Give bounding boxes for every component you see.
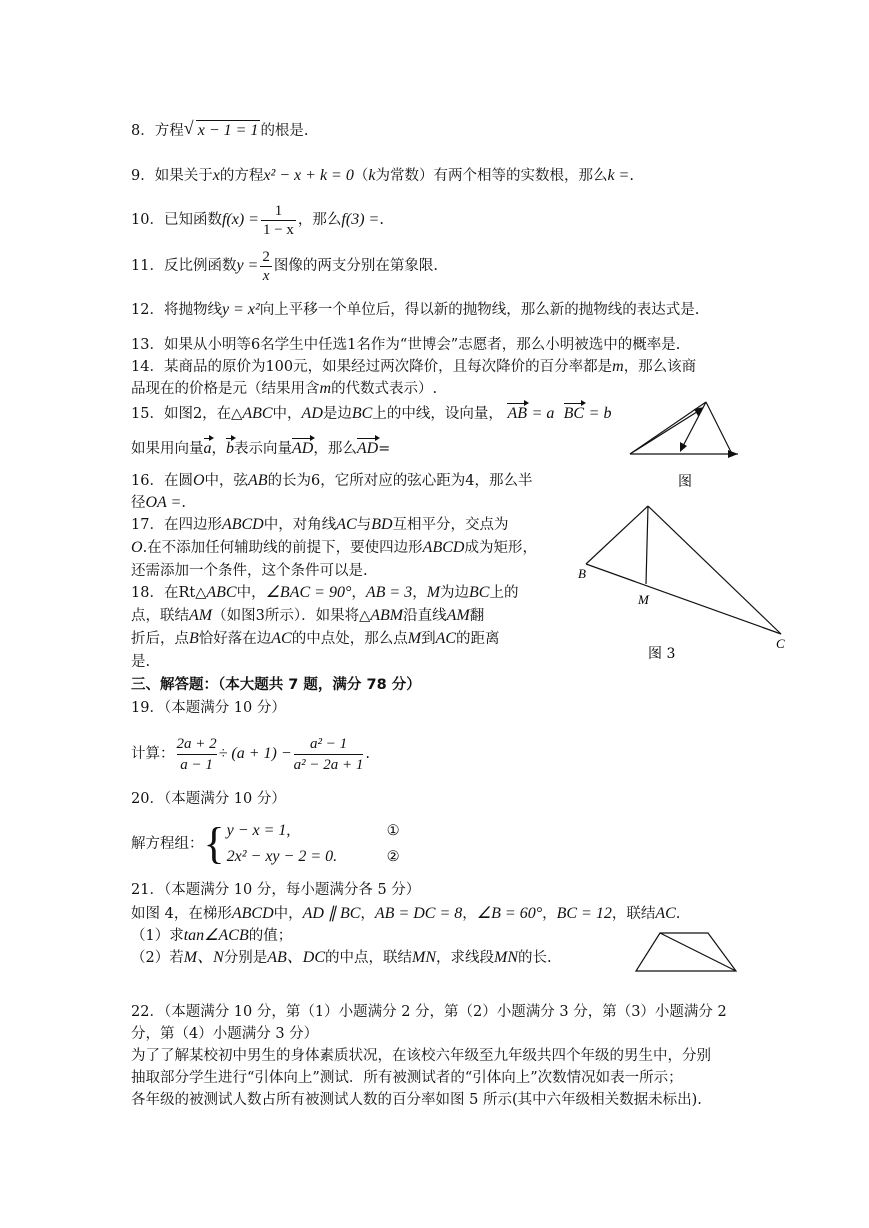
q21-mn-2: MN xyxy=(494,949,519,966)
q18-l3e: 的距离 xyxy=(456,631,500,647)
q9-equation: x² − x + k = 0 xyxy=(263,167,354,184)
figure-2-triangle xyxy=(620,398,750,488)
vector-a: a xyxy=(204,436,212,459)
q15-eq-b: = b xyxy=(588,405,612,422)
q10-denominator: 1 − x xyxy=(262,221,294,238)
fig2-side-ac xyxy=(706,402,732,454)
question-17-line2 xyxy=(131,538,537,558)
q20-lead: 解方程组： xyxy=(131,836,204,852)
q19-end: . xyxy=(365,746,371,762)
question-17-line1 xyxy=(131,515,509,535)
q18-angle: ∠BAC = 90° xyxy=(265,584,352,601)
q21-p1b: 的值； xyxy=(248,928,293,944)
q19-mid: ÷ (a + 1) − xyxy=(218,745,292,762)
q21-l1f: ，联结 xyxy=(611,906,656,922)
q17-l2c: 成为矩形， xyxy=(464,540,537,556)
question-15-line2 xyxy=(131,436,390,459)
q18-ac: AC xyxy=(271,630,292,647)
figure-4-trapezoid xyxy=(632,928,744,976)
question-21-part1 xyxy=(131,926,292,946)
q21-l1a: 如图 4，在梯形 xyxy=(131,906,232,922)
q15-bc: BC xyxy=(351,405,373,422)
question-19-body xyxy=(131,732,370,776)
q19-lead: 计算： xyxy=(131,746,175,762)
q14-m-2: m xyxy=(319,380,332,397)
q19-fraction-2 xyxy=(294,734,364,775)
q10-fraction xyxy=(261,202,296,239)
q18-ac-2: AC xyxy=(435,630,457,647)
q8-number: 8．方程 xyxy=(131,123,184,139)
question-21-header: 21．（本题满分 10 分，每小题满分各 5 分） xyxy=(131,882,421,898)
q21-cond2: AB = DC = 8 xyxy=(374,905,463,922)
q19-num1: 2a + 2 xyxy=(177,734,217,755)
q21-mn: MN xyxy=(412,949,437,966)
question-12 xyxy=(131,300,699,320)
q11-number: 11．反比例函数 xyxy=(131,258,237,274)
q14-line2a: 品现在的价格是元（结果用含 xyxy=(131,381,320,397)
q18-am-2: AM xyxy=(446,607,470,624)
q16-l2a: 径 xyxy=(131,495,146,511)
q19-den2: a² − 2a + 1 xyxy=(293,756,364,773)
question-11 xyxy=(131,246,438,286)
q15-l2a: 如果用向量 xyxy=(131,441,204,457)
q18-bc: BC xyxy=(469,584,490,601)
question-22-line5: 各年级的被测试人数占所有被测试人数的百分率如图 5 所示(其中六年级相关数据未标出). xyxy=(131,1092,702,1108)
q21-abdc: AB、DC xyxy=(267,949,326,966)
q17-bd: BD xyxy=(371,516,393,533)
q21-cond1: AD ∥ BC xyxy=(302,905,361,922)
fig2-caption: 图 xyxy=(678,474,692,488)
q16-l1b: 中，弦 xyxy=(204,473,249,489)
q21-l1d: ， xyxy=(462,906,477,922)
q15-l2c: 表示向量 xyxy=(234,441,292,457)
q9-k: k xyxy=(368,167,376,184)
q21-p1a: （1）求 xyxy=(131,928,184,944)
vector-bc: BC xyxy=(564,401,584,424)
q11-numerator: 2 xyxy=(262,248,270,265)
fig3-segment-am xyxy=(646,506,648,584)
q12-number: 12．将抛物线 xyxy=(131,302,222,318)
q9-answer: k = xyxy=(607,167,630,184)
q17-l1c: 与 xyxy=(356,517,372,533)
fig3-side-ab xyxy=(586,506,648,564)
q17-o: O xyxy=(131,539,143,556)
q18-am: AM xyxy=(189,607,213,624)
q12-tail: 向上平移一个单位后，得以新的抛物线，那么新的抛物线的表达式是. xyxy=(259,302,700,318)
q8-expr: x − 1 = 1 xyxy=(197,122,259,139)
question-22-line4: 抽取部分学生进行“引体向上”测试．所有被测试者的“引体向上”次数情况如表一所示； xyxy=(131,1070,683,1086)
fig4-diagonal-ac xyxy=(660,933,736,971)
q19-num2: a² − 1 xyxy=(294,734,364,755)
question-9 xyxy=(131,166,634,186)
fig2-arrow-bc xyxy=(728,450,738,458)
q21-p2e: 的长. xyxy=(518,950,552,966)
q9-number: 9．如果关于 xyxy=(131,168,213,184)
section-3-title: 三、解答题：（本大题共 7 题，满分 78 分） xyxy=(131,677,421,693)
q17-abcd: ABCD xyxy=(221,516,264,533)
fig2-vector-ab xyxy=(630,410,700,454)
q18-abc: ABC xyxy=(206,584,237,601)
q21-p2d: ，求线段 xyxy=(436,950,495,966)
q11-y: y = xyxy=(236,257,259,274)
question-18-line2 xyxy=(131,606,484,626)
q15-abc: ABC xyxy=(242,405,273,422)
question-22-line2: 分，第（4）小题满分 3 分） xyxy=(131,1026,319,1042)
q18-l1c: ， xyxy=(351,585,366,601)
q18-l1b: 中， xyxy=(236,585,266,601)
q18-l3c: 的中点处，那么点 xyxy=(291,631,408,647)
q11-tail: 图像的两支分别在第象限. xyxy=(273,258,438,274)
question-19-header: 19．（本题满分 10 分） xyxy=(131,700,286,716)
q18-l3a: 折后，点 xyxy=(131,631,189,647)
q18-l1a: 18．在Rt△ xyxy=(131,585,207,601)
q21-p2b: 分别是 xyxy=(223,950,268,966)
q18-l3d: 到 xyxy=(421,631,436,647)
q9-end: . xyxy=(629,168,634,184)
q16-end: . xyxy=(181,495,186,511)
fig3-label-b: B xyxy=(578,566,586,581)
q9-x: x xyxy=(212,167,220,184)
q17-ac: AC xyxy=(336,516,357,533)
figure-3-triangle xyxy=(576,496,796,661)
question-20-header: 20．（本题满分 10 分） xyxy=(131,791,286,807)
q21-p2c: 的中点，联结 xyxy=(325,950,413,966)
equation-brace: { xyxy=(203,819,225,868)
fig3-side-bc xyxy=(586,564,781,634)
q21-abcd: ABCD xyxy=(231,905,274,922)
q18-l1d: ， xyxy=(412,585,427,601)
q11-fraction xyxy=(260,248,272,285)
q14-line1a: 14．某商品的原价为100元，如果经过两次降价，且每次降价的百分率都是 xyxy=(131,359,613,375)
question-22-line1: 22．（本题满分 10 分，第（1）小题满分 2 分，第（2）小题满分 3 分，第（3）小题满分 2 xyxy=(131,1004,727,1020)
question-17-line3: 还需添加一个条件，这个条件可以是. xyxy=(131,563,368,579)
q17-l1d: 互相平分，交点为 xyxy=(392,517,509,533)
q15-l2b: ， xyxy=(211,441,226,457)
q15-l1c: 是边 xyxy=(322,406,352,422)
q14-line2b: 的代数式表示）. xyxy=(331,381,438,397)
question-15-line1 xyxy=(131,401,611,424)
q10-f3: f(3) = xyxy=(341,211,380,228)
q21-ac: AC xyxy=(655,905,676,922)
q21-cond4: BC = 12 xyxy=(556,905,612,922)
q15-l2d: ，那么 xyxy=(313,441,357,457)
q21-l1e: ， xyxy=(542,906,557,922)
q20-eq2: 2x² − xy − 2 = 0. xyxy=(226,848,338,865)
question-21-part2 xyxy=(131,948,552,968)
fig4-trapezoid-outline xyxy=(636,933,736,971)
question-14-line2 xyxy=(131,379,437,399)
q21-p2a: （2）若 xyxy=(131,950,184,966)
q17-l1a: 17．在四边形 xyxy=(131,517,222,533)
q9-const: 为常数）有两个相等的实数根，那么 xyxy=(375,168,608,184)
vector-b: b xyxy=(226,436,234,459)
vector-ad: AD xyxy=(292,436,313,459)
q21-l1g: . xyxy=(675,906,681,922)
q21-tan: tan∠ACB xyxy=(183,927,249,944)
q18-m: M xyxy=(426,584,441,601)
q18-ab3: AB = 3 xyxy=(365,584,413,601)
fig3-label-c: C xyxy=(776,636,785,651)
question-16-line2 xyxy=(131,493,186,513)
q15-l1a: 15．如图2，在△ xyxy=(131,406,243,422)
q21-cond3: ∠B = 60° xyxy=(476,905,543,922)
question-21-line1 xyxy=(131,904,680,924)
question-10 xyxy=(131,200,384,240)
q18-b: B xyxy=(189,630,199,647)
question-14-line1 xyxy=(131,357,696,377)
q16-ab: AB xyxy=(248,472,268,489)
q10-numerator: 1 xyxy=(261,202,296,221)
q15-l1d: 上的中线，设向量， xyxy=(372,406,503,422)
q15-ad: AD xyxy=(301,405,323,422)
q20-circled-1: ① xyxy=(386,823,400,839)
q18-l1f: 上的 xyxy=(489,585,519,601)
q18-abm: ABM xyxy=(370,607,404,624)
question-16-line1 xyxy=(131,471,533,491)
q17-abcd-2: ABCD xyxy=(422,539,465,556)
question-18-line3 xyxy=(131,629,500,649)
q17-l2b: .在不添加任何辅助线的前提下，要使四边形 xyxy=(142,540,423,556)
fig3-label-m: M xyxy=(638,592,649,607)
q16-l1a: 16．在圆 xyxy=(131,473,193,489)
q18-l2b: （如图3所示）．如果将△ xyxy=(212,608,371,624)
question-22-line3: 为了了解某校初中男生的身体素质状况，在该校六年级至九年级共四个年级的男生中，分别 xyxy=(131,1048,711,1064)
q10-fx: f(x) = xyxy=(221,211,259,228)
q18-m-2: M xyxy=(407,630,422,647)
q16-o: O xyxy=(192,472,205,489)
q9-paren: （ xyxy=(353,168,369,184)
q14-line1b: ，那么该商 xyxy=(623,359,697,375)
question-18-line4: 是. xyxy=(131,654,151,670)
q20-circled-2: ② xyxy=(386,849,400,865)
question-18-line1 xyxy=(131,583,518,603)
vector-ad-2: AD xyxy=(357,436,378,459)
q15-l2e: = xyxy=(378,441,391,457)
question-20-body xyxy=(131,818,400,870)
question-8 xyxy=(131,120,309,141)
q15-eq-a: = a xyxy=(531,405,555,422)
q19-den1: a − 1 xyxy=(180,756,213,773)
q10-number: 10．已知函数 xyxy=(131,212,222,228)
q18-l3b: 恰好落在边 xyxy=(198,631,272,647)
q10-end: . xyxy=(379,212,384,228)
q11-denominator: x xyxy=(262,267,270,284)
q21-l1c: ， xyxy=(360,906,375,922)
q18-l2d: 翻 xyxy=(469,608,485,624)
q16-l1c: 的长为6，它所对应的弦心距为4，那么半 xyxy=(267,473,533,489)
q8-tail: 的根是. xyxy=(260,123,309,139)
fig3-side-ac xyxy=(648,506,781,634)
fig2-median-ad xyxy=(682,402,706,448)
q19-fraction-1 xyxy=(177,734,217,775)
q14-m: m xyxy=(612,358,624,375)
q12-equation: y = x² xyxy=(221,301,260,318)
q15-l1b: 中， xyxy=(272,406,302,422)
q18-l1e: 为边 xyxy=(440,585,470,601)
fig3-caption: 图 3 xyxy=(648,646,676,661)
fig2-arrow-ad xyxy=(680,442,687,452)
q18-l2a: 点，联结 xyxy=(131,608,189,624)
question-13: 13．如果从小明等6名学生中任选1名作为“世博会”志愿者，那么小明被选中的概率是. xyxy=(131,337,681,353)
q17-l1b: 中，对角线 xyxy=(263,517,337,533)
vector-ab: AB xyxy=(507,401,527,424)
q21-l1b: 中， xyxy=(273,906,303,922)
q21-mn1: M、N xyxy=(183,949,224,966)
q20-eq1: y − x = 1, xyxy=(226,822,291,839)
sqrt-expression xyxy=(196,120,261,141)
q16-oa: OA = xyxy=(145,494,182,511)
equation-system xyxy=(227,818,400,870)
q18-l2c: 沿直线 xyxy=(403,608,447,624)
q9-mid: 的方程 xyxy=(219,168,264,184)
q10-mid: ，那么 xyxy=(297,212,342,228)
